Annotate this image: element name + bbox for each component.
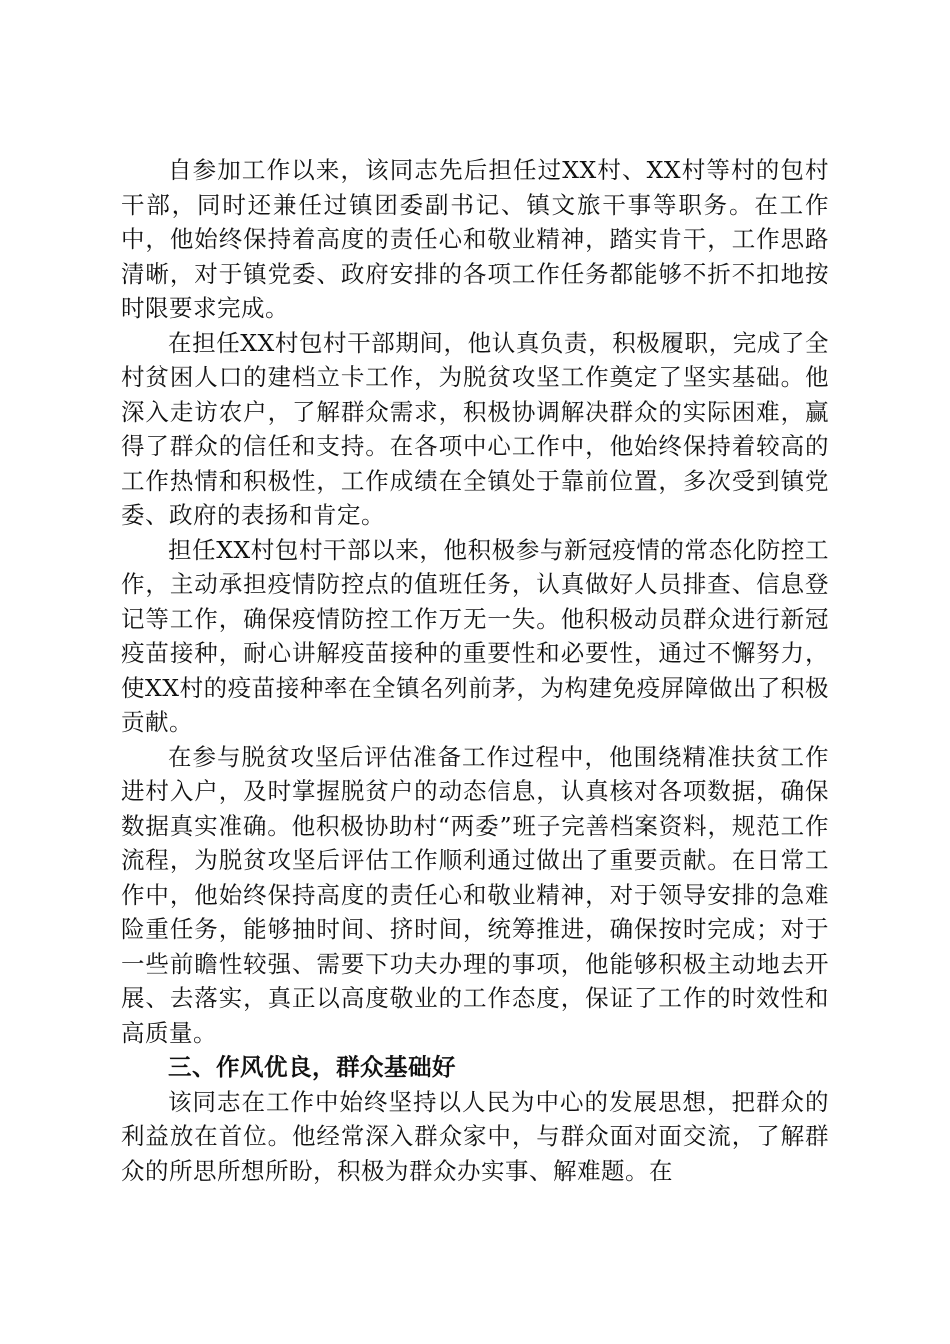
paragraph: 担任XX村包村干部以来，他积极参与新冠疫情的常态化防控工作，主动承担疫情防控点的值班任务，认真做好人员排查、信息登记等工作，确保疫情防控工作万无一失。他积极动员群众进行新冠疫苗接种，耐心讲解疫苗接种的重要性和必要性，通过不懈努力，使XX村的疫苗接种率在全镇名列前茅，为构建免疫屏障做出了积极贡献。 bbox=[121, 535, 829, 736]
paragraph: 自参加工作以来，该同志先后担任过XX村、XX村等村的包村干部，同时还兼任过镇团委副书记、镇文旅干事等职务。在工作中，他始终保持着高度的责任心和敬业精神，踏实肯干，工作思路清晰，对于镇党委、政府安排的各项工作任务都能够不折不扣地按时限要求完成。 bbox=[121, 156, 829, 322]
document-body bbox=[121, 153, 829, 1188]
paragraph: 在担任XX村包村干部期间，他认真负责，积极履职，完成了全村贫困人口的建档立卡工作，为脱贫攻坚工作奠定了坚实基础。他深入走访农户，了解群众需求，积极协调解决群众的实际困难，赢得了群众的信任和支持。在各项中心工作中，他始终保持着较高的工作热情和积极性，工作成绩在全镇处于靠前位置，多次受到镇党委、政府的表扬和肯定。 bbox=[121, 328, 829, 529]
section-heading: 三、作风优良，群众基础好 bbox=[168, 1053, 456, 1081]
paragraph: 该同志在工作中始终坚持以人民为中心的发展思想，把群众的利益放在首位。他经常深入群众家中，与群众面对面交流，了解群众的所思所想所盼，积极为群众办实事、解难题。在 bbox=[121, 1087, 829, 1185]
paragraph: 在参与脱贫攻坚后评估准备工作过程中，他围绕精准扶贫工作进村入户，及时掌握脱贫户的动态信息，认真核对各项数据，确保数据真实准确。他积极协助村“两委”班子完善档案资料，规范工作流程，为脱贫攻坚后评估工作顺利通过做出了重要贡献。在日常工作中，他始终保持高度的责任心和敬业精神，对于领导安排的急难险重任务，能够抽时间、挤时间，统筹推进，确保按时完成；对于一些前瞻性较强、需要下功夫办理的事项，他能够积极主动地去开展、去落实，真正以高度敬业的工作态度，保证了工作的时效性和高质量。 bbox=[121, 742, 829, 1047]
